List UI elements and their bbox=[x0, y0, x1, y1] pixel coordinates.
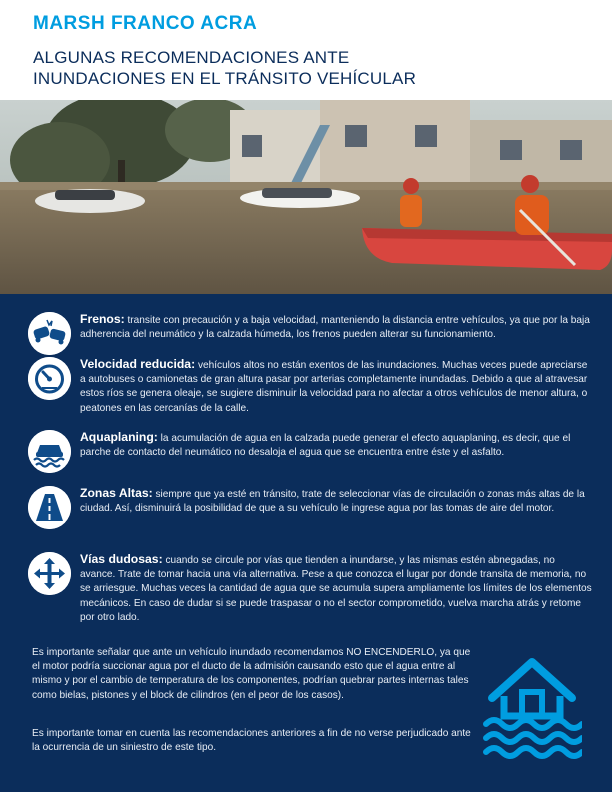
page-title bbox=[33, 47, 416, 89]
closing-paragraph-2: Es importante tomar en cuenta las recomendaciones anteriores a fin de no verse perjudicado ante la ocurrencia de un siniestro de este tipo. bbox=[32, 728, 471, 754]
page-title-line-2: INUNDACIONES EN EL TRÁNSITO VEHÍCULAR bbox=[33, 69, 417, 88]
recommendation-doubtful-roads-text bbox=[80, 552, 592, 625]
recommendation-high-zones-heading: Zonas Altas: bbox=[80, 486, 153, 500]
recommendation-doubtful-roads-heading: Vías dudosas: bbox=[80, 552, 163, 566]
recommendation-brakes-body: transite con precaución y a baja velocidad, manteniendo la distancia entre vehículos, ya que por la baja adherencia del neumático y la calzada húmeda, los frenos pueden alterar su funcionamiento. bbox=[80, 315, 590, 341]
recommendations-panel bbox=[0, 294, 612, 792]
recommendation-high-zones-body: siempre que ya esté en tránsito, trate de seleccionar vías de circulación o zonas más altas de la ciudad. Así, disminuirá la posibilidad de que a su vehículo le ingrese agua por las tomas de aire del motor. bbox=[80, 489, 585, 515]
recommendation-aquaplaning-body: la acumulación de agua en la calzada puede generar el efecto aquaplaning, es decir, que el parche de contacto del neumático no desaloja el agua que se encuentra entre éste y el asfalto. bbox=[80, 433, 571, 459]
brand-name: MARSH FRANCO ACRA bbox=[33, 13, 258, 34]
recommendation-doubtful-roads-body: cuando se circule por vías que tienden a inundarse, y las mismas estén abnegadas, no avance. Trate de tomar hacia una vía alternativa. Pese a que conozca el lugar por donde transita de memoria, no se arriesgue. Muchas veces la cantidad de agua que se acumula supera ampliamente los límites de los elementos mecánicos. En caso de dudar si se puede traspasar o no el sector comprometido, vuelva marcha atrás y retome por otro lado. bbox=[80, 555, 592, 623]
recommendation-speed-body: vehículos altos no están exentos de las inundaciones. Muchas veces puede apreciarse a autobuses o camionetas de gran altura pasar por arterias completamente inundadas. Debido a que al atravesar estos ríos se genera oleaje, se sugiere disminuir la velocidad para no afectar a otros vehículos de menor altura, o peatones en las cercanías de la calle. bbox=[80, 360, 588, 414]
recommendation-speed-heading: Velocidad reducida: bbox=[80, 357, 196, 371]
house-flood-icon bbox=[482, 654, 582, 762]
closing-paragraph-1: Es importante señalar que ante un vehículo inundado recomendamos NO ENCENDERLO, ya que el motor podría succionar agua por el ducto de la admisión causando esto que el agua entre al mismo y por el cambio de temperatura de los componentes, podrían quebrar partes internas tales como bielas, pistones y el block de cilindros (en el peor de los casos). bbox=[32, 647, 471, 701]
car-collision-icon bbox=[28, 312, 71, 355]
recommendation-brakes-text bbox=[80, 312, 592, 342]
directions-arrows-icon bbox=[28, 552, 71, 595]
header bbox=[0, 0, 612, 100]
recommendation-aquaplaning-text bbox=[80, 430, 592, 460]
recommendation-speed-text bbox=[80, 357, 592, 416]
page-title-line-1: ALGUNAS RECOMENDACIONES ANTE bbox=[33, 48, 350, 67]
flood-rescue-photo bbox=[0, 100, 612, 294]
recommendation-high-zones-text bbox=[80, 486, 592, 516]
speedometer-icon bbox=[28, 357, 71, 400]
recommendation-aquaplaning-heading: Aquaplaning: bbox=[80, 430, 158, 444]
recommendation-brakes-heading: Frenos: bbox=[80, 312, 125, 326]
road-icon bbox=[28, 486, 71, 529]
car-in-water-icon bbox=[28, 430, 71, 473]
